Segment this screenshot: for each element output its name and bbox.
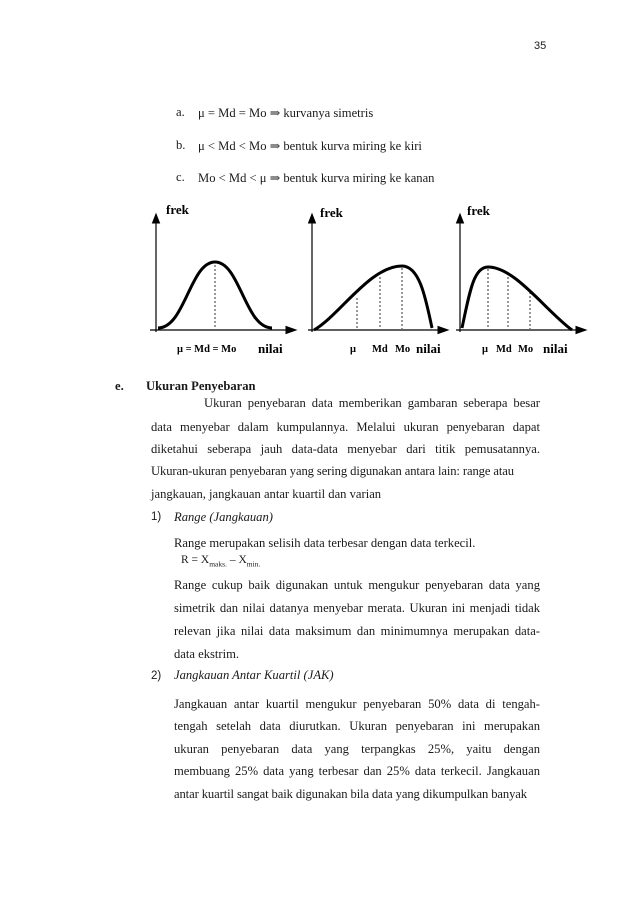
nilai-label-3: nilai bbox=[543, 341, 568, 356]
nilai-label-2: nilai bbox=[416, 341, 441, 356]
mo-label-2: Mo bbox=[395, 344, 411, 355]
jak-para-line: membuang 25% data yang terbesar dan 25% data terkecil. Jangkauan bbox=[174, 764, 540, 778]
mean-median-mode-label: μ = Md = Mo bbox=[177, 344, 237, 355]
mo-label-3: Mo bbox=[518, 344, 534, 355]
symmetric-curve-panel bbox=[150, 214, 296, 334]
page-number: 35 bbox=[534, 40, 547, 52]
right-skewed-curve-panel bbox=[456, 214, 586, 334]
jak-para-line: antar kuartil sangat baik digunakan bila data yang dikumpulkan banyak bbox=[174, 787, 527, 801]
range-para-line: simetrik dan nilai datanya menyebar merata. Ukuran ini menjadi tidak bbox=[174, 601, 540, 615]
frek-label-1: frek bbox=[166, 202, 189, 217]
x-arrow-1 bbox=[286, 327, 296, 334]
nilai-label-1: nilai bbox=[258, 341, 283, 356]
jak-number: 2) bbox=[151, 670, 162, 682]
range-para-line: data ekstrim. bbox=[174, 647, 240, 661]
y-arrow-2 bbox=[309, 214, 316, 223]
jak-para-line: ukuran penyebaran data yang terpangkas 25%, yaitu dengan bbox=[174, 742, 540, 756]
list-label-a: a. bbox=[176, 105, 185, 119]
list-item-b: μ < Md < Mo ⇒ bentuk kurva miring ke kiri bbox=[198, 139, 422, 153]
section-para-line: Ukuran-ukuran penyebaran yang sering digunakan antara lain: range atau bbox=[151, 464, 514, 478]
section-label: e. bbox=[115, 379, 124, 393]
distribution-curves-figure bbox=[0, 190, 638, 370]
frek-label-3: frek bbox=[467, 203, 490, 218]
section-title: Ukuran Penyebaran bbox=[146, 379, 256, 393]
jak-para-line: tengah setelah data diurutkan. Ukuran penyebaran ini merupakan bbox=[174, 719, 540, 733]
range-definition: Range merupakan selisih data terbesar dengan data terkecil. bbox=[174, 536, 476, 550]
section-para-line: data menyebar dalam kumpulannya. Melalui ukuran penyebaran dapat bbox=[151, 420, 540, 434]
mu-label-3: μ bbox=[482, 344, 488, 355]
range-para-line: Range cukup baik digunakan untuk mengukur penyebaran data yang bbox=[174, 578, 540, 592]
list-label-b: b. bbox=[176, 138, 186, 152]
right-skewed-curve bbox=[462, 267, 572, 330]
section-para-line: Ukuran penyebaran data memberikan gambaran seberapa besar bbox=[204, 396, 540, 410]
list-item-a: μ = Md = Mo ⇒ kurvanya simetris bbox=[198, 106, 374, 120]
list-label-c: c. bbox=[176, 170, 185, 184]
mu-label-2: μ bbox=[350, 344, 356, 355]
md-label-2: Md bbox=[372, 344, 388, 355]
x-arrow-3 bbox=[576, 327, 586, 334]
jak-para-line: Jangkauan antar kuartil mengukur penyebaran 50% data di tengah- bbox=[174, 697, 540, 711]
y-arrow-3 bbox=[457, 214, 464, 223]
range-para-line: relevan jika nilai data maksimum dan minimumnya merupakan data- bbox=[174, 624, 540, 638]
jak-title: Jangkauan Antar Kuartil (JAK) bbox=[174, 668, 334, 682]
list-item-c: Mo < Md < μ ⇒ bentuk kurva miring ke kanan bbox=[198, 171, 435, 185]
range-number: 1) bbox=[151, 511, 162, 523]
section-para-line: jangkauan, jangkauan antar kuartil dan varian bbox=[151, 487, 382, 501]
x-arrow-2 bbox=[438, 327, 448, 334]
left-skewed-curve bbox=[314, 266, 432, 330]
range-title: Range (Jangkauan) bbox=[174, 510, 273, 524]
md-label-3: Md bbox=[496, 344, 512, 355]
section-para-line: diketahui seberapa jauh data-data menyebar dari titik pemusatannya. bbox=[151, 442, 540, 456]
left-skewed-curve-panel bbox=[308, 214, 448, 334]
y-arrow-1 bbox=[153, 214, 160, 223]
frek-label-2: frek bbox=[320, 205, 343, 220]
range-formula: $R = X_{maks.} - X_{min.}$ bbox=[181, 554, 261, 569]
